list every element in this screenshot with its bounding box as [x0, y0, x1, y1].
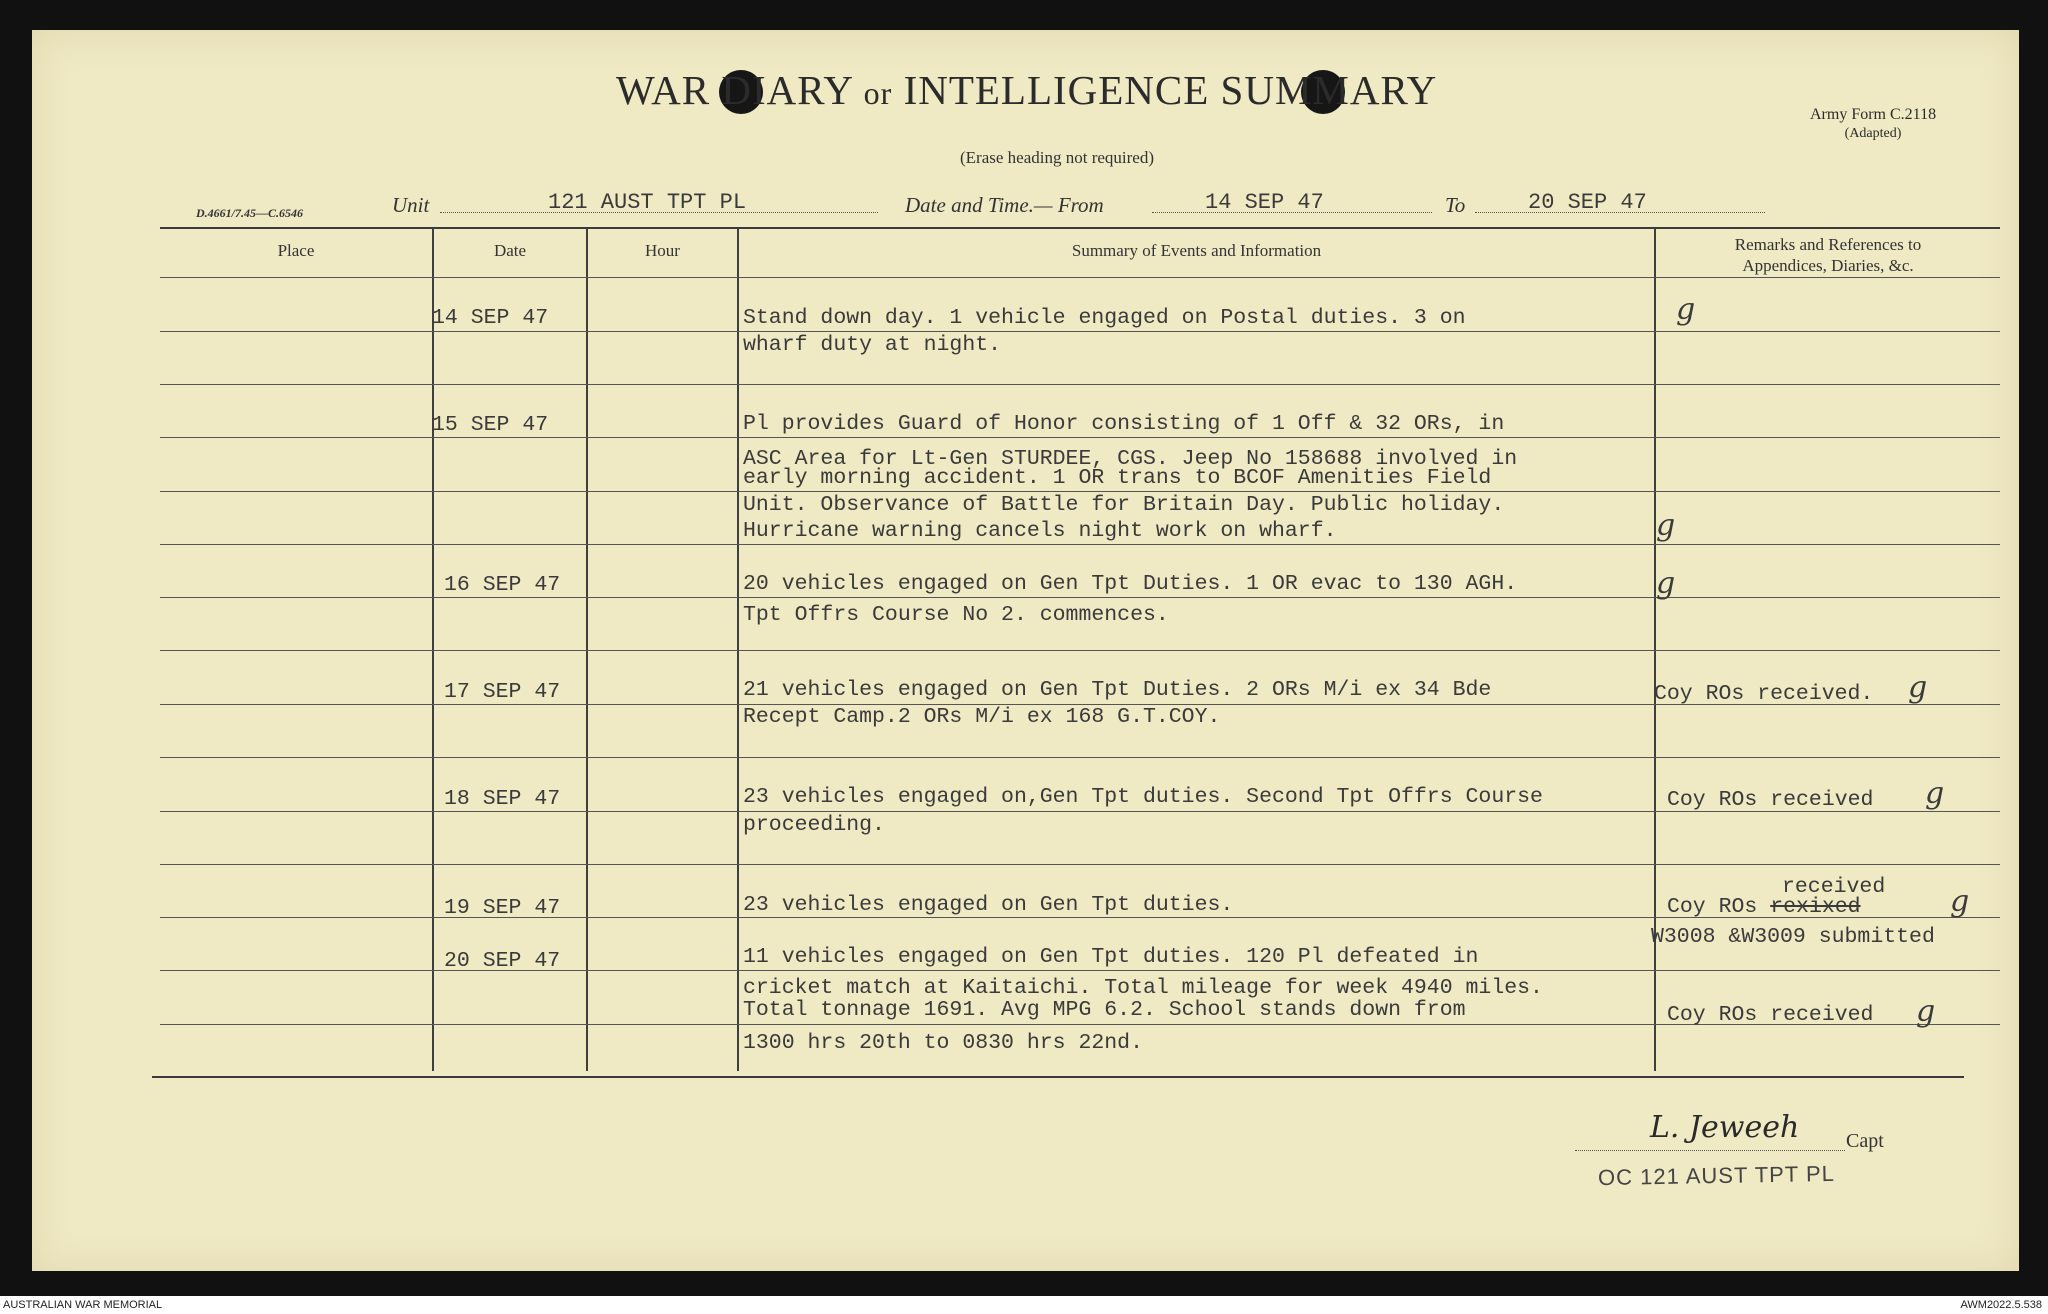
summary-line: ASC Area for Lt-Gen STURDEE, CGS. Jeep No 158688 involved in: [743, 447, 1518, 471]
summary-line: 1300 hrs 20th to 0830 hrs 22nd.: [743, 1031, 1143, 1055]
signature-line: [1575, 1150, 1845, 1151]
initial-mark: g: [1950, 884, 1970, 919]
to-value: 20 SEP 47: [1528, 190, 1647, 215]
archive-name: AUSTRALIAN WAR MEMORIAL: [3, 1299, 163, 1311]
form-code: D.4661/7.45—C.6546: [196, 206, 304, 220]
initial-mark: g: [1676, 292, 1696, 327]
table-top-rule: [160, 227, 2000, 229]
signature-rank: Capt: [1846, 1130, 1884, 1152]
to-label: To: [1445, 193, 1466, 217]
remark-19-b: W3008 &W3009 submitted: [1651, 925, 1935, 949]
army-form-adapted: (Adapted): [1844, 126, 1902, 141]
title-or: or: [863, 75, 893, 111]
date-18-sep: 18 SEP 47: [444, 787, 561, 811]
rule-line: [160, 597, 2000, 598]
army-form-number: Army Form C.2118: [1810, 106, 1937, 123]
rule-line: [160, 650, 2000, 651]
rule-line: [160, 544, 2000, 545]
archive-ref: AWM2022.5.538: [1960, 1299, 2042, 1311]
army-form-ref: [1810, 105, 1936, 143]
date-17-sep: 17 SEP 47: [444, 680, 561, 704]
summary-line: 11 vehicles engaged on Gen Tpt duties. 120 Pl defeated in: [743, 945, 1479, 969]
summary-line: early morning accident. 1 OR trans to BCOF Amenities Field: [743, 466, 1492, 490]
rule-line: [160, 437, 2000, 438]
summary-line: 21 vehicles engaged on Gen Tpt Duties. 2 ORs M/i ex 34 Bde: [743, 678, 1492, 702]
date-time-label: Date and Time.— From: [905, 193, 1104, 217]
signature: L. Jeweeh: [1650, 1110, 1800, 1145]
summary-line: Unit. Observance of Battle for Britain Day. Public holiday.: [743, 493, 1505, 517]
date-20-sep: 20 SEP 47: [444, 949, 561, 973]
summary-line: wharf duty at night.: [743, 333, 1002, 357]
col-head-remarks: [1656, 234, 2000, 276]
rule-line: [160, 864, 2000, 865]
unit-label: Unit: [392, 193, 430, 217]
initial-mark: g: [1656, 566, 1676, 601]
rule-line: [160, 277, 2000, 278]
archive-footer: [0, 1296, 2048, 1314]
summary-line: cricket match at Kaitaichi. Total mileage for week 4940 miles.: [743, 976, 1543, 1000]
rule-line: [160, 331, 2000, 332]
date-16-sep: 16 SEP 47: [444, 573, 561, 597]
remark-17: Coy ROs received.: [1654, 682, 1874, 706]
remark-19-text: Coy ROs: [1667, 895, 1758, 919]
summary-line: 23 vehicles engaged on,Gen Tpt duties. Second Tpt Offrs Course: [743, 785, 1543, 809]
summary-line: proceeding.: [743, 813, 885, 837]
remark-20: Coy ROs received: [1667, 1003, 1874, 1027]
page-title: [616, 66, 1516, 114]
summary-line: Pl provides Guard of Honor consisting of 1 Off & 32 ORs, in: [743, 412, 1505, 436]
col-head-place: Place: [277, 241, 315, 260]
remark-19-struck: rexixed: [1770, 895, 1861, 919]
summary-line: Recept Camp.2 ORs M/i ex 168 G.T.COY.: [743, 705, 1221, 729]
title-summary: INTELLIGENCE SUMMARY: [903, 67, 1438, 113]
summary-line: Total tonnage 1691. Avg MPG 6.2. School stands down from: [743, 998, 1466, 1022]
from-value: 14 SEP 47: [1205, 190, 1324, 215]
unit-value: 121 AUST TPT PL: [548, 190, 747, 215]
summary-line: Hurricane warning cancels night work on wharf.: [743, 519, 1337, 543]
remark-19-insert: received: [1782, 875, 1886, 899]
remark-18: Coy ROs received: [1667, 788, 1874, 812]
remark-19: [1667, 895, 1861, 919]
subtitle: (Erase heading not required): [960, 148, 1154, 167]
col-head-summary: Summary of Events and Information: [1071, 241, 1322, 260]
remarks-head-line-2: Appendices, Diaries, &c.: [1742, 256, 1914, 275]
col-head-hour: Hour: [645, 241, 680, 260]
rule-line: [160, 491, 2000, 492]
unit-stamp: OC 121 AUST TPT PL: [1597, 1160, 1836, 1191]
summary-line: 23 vehicles engaged on Gen Tpt duties.: [743, 893, 1234, 917]
rule-line: [160, 757, 2000, 758]
summary-line: Stand down day. 1 vehicle engaged on Postal duties. 3 on: [743, 306, 1466, 330]
summary-line: Tpt Offrs Course No 2. commences.: [743, 603, 1169, 627]
initial-mark: g: [1916, 994, 1936, 1029]
initial-mark: g: [1656, 508, 1676, 543]
summary-line: 20 vehicles engaged on Gen Tpt Duties. 1 OR evac to 130 AGH.: [743, 572, 1518, 596]
table-bottom-rule: [152, 1076, 1964, 1078]
date-19-sep: 19 SEP 47: [444, 896, 561, 920]
rule-line: [160, 384, 2000, 385]
title-war-diary: WAR DIARY: [616, 67, 853, 113]
date-14-sep: 14 SEP 47: [432, 306, 549, 330]
col-head-date: Date: [493, 241, 527, 260]
initial-mark: g: [1908, 670, 1928, 705]
initial-mark: g: [1925, 776, 1945, 811]
remarks-head-line-1: Remarks and References to: [1734, 235, 1922, 254]
date-15-sep: 15 SEP 47: [432, 413, 549, 437]
rule-line: [160, 970, 2000, 971]
